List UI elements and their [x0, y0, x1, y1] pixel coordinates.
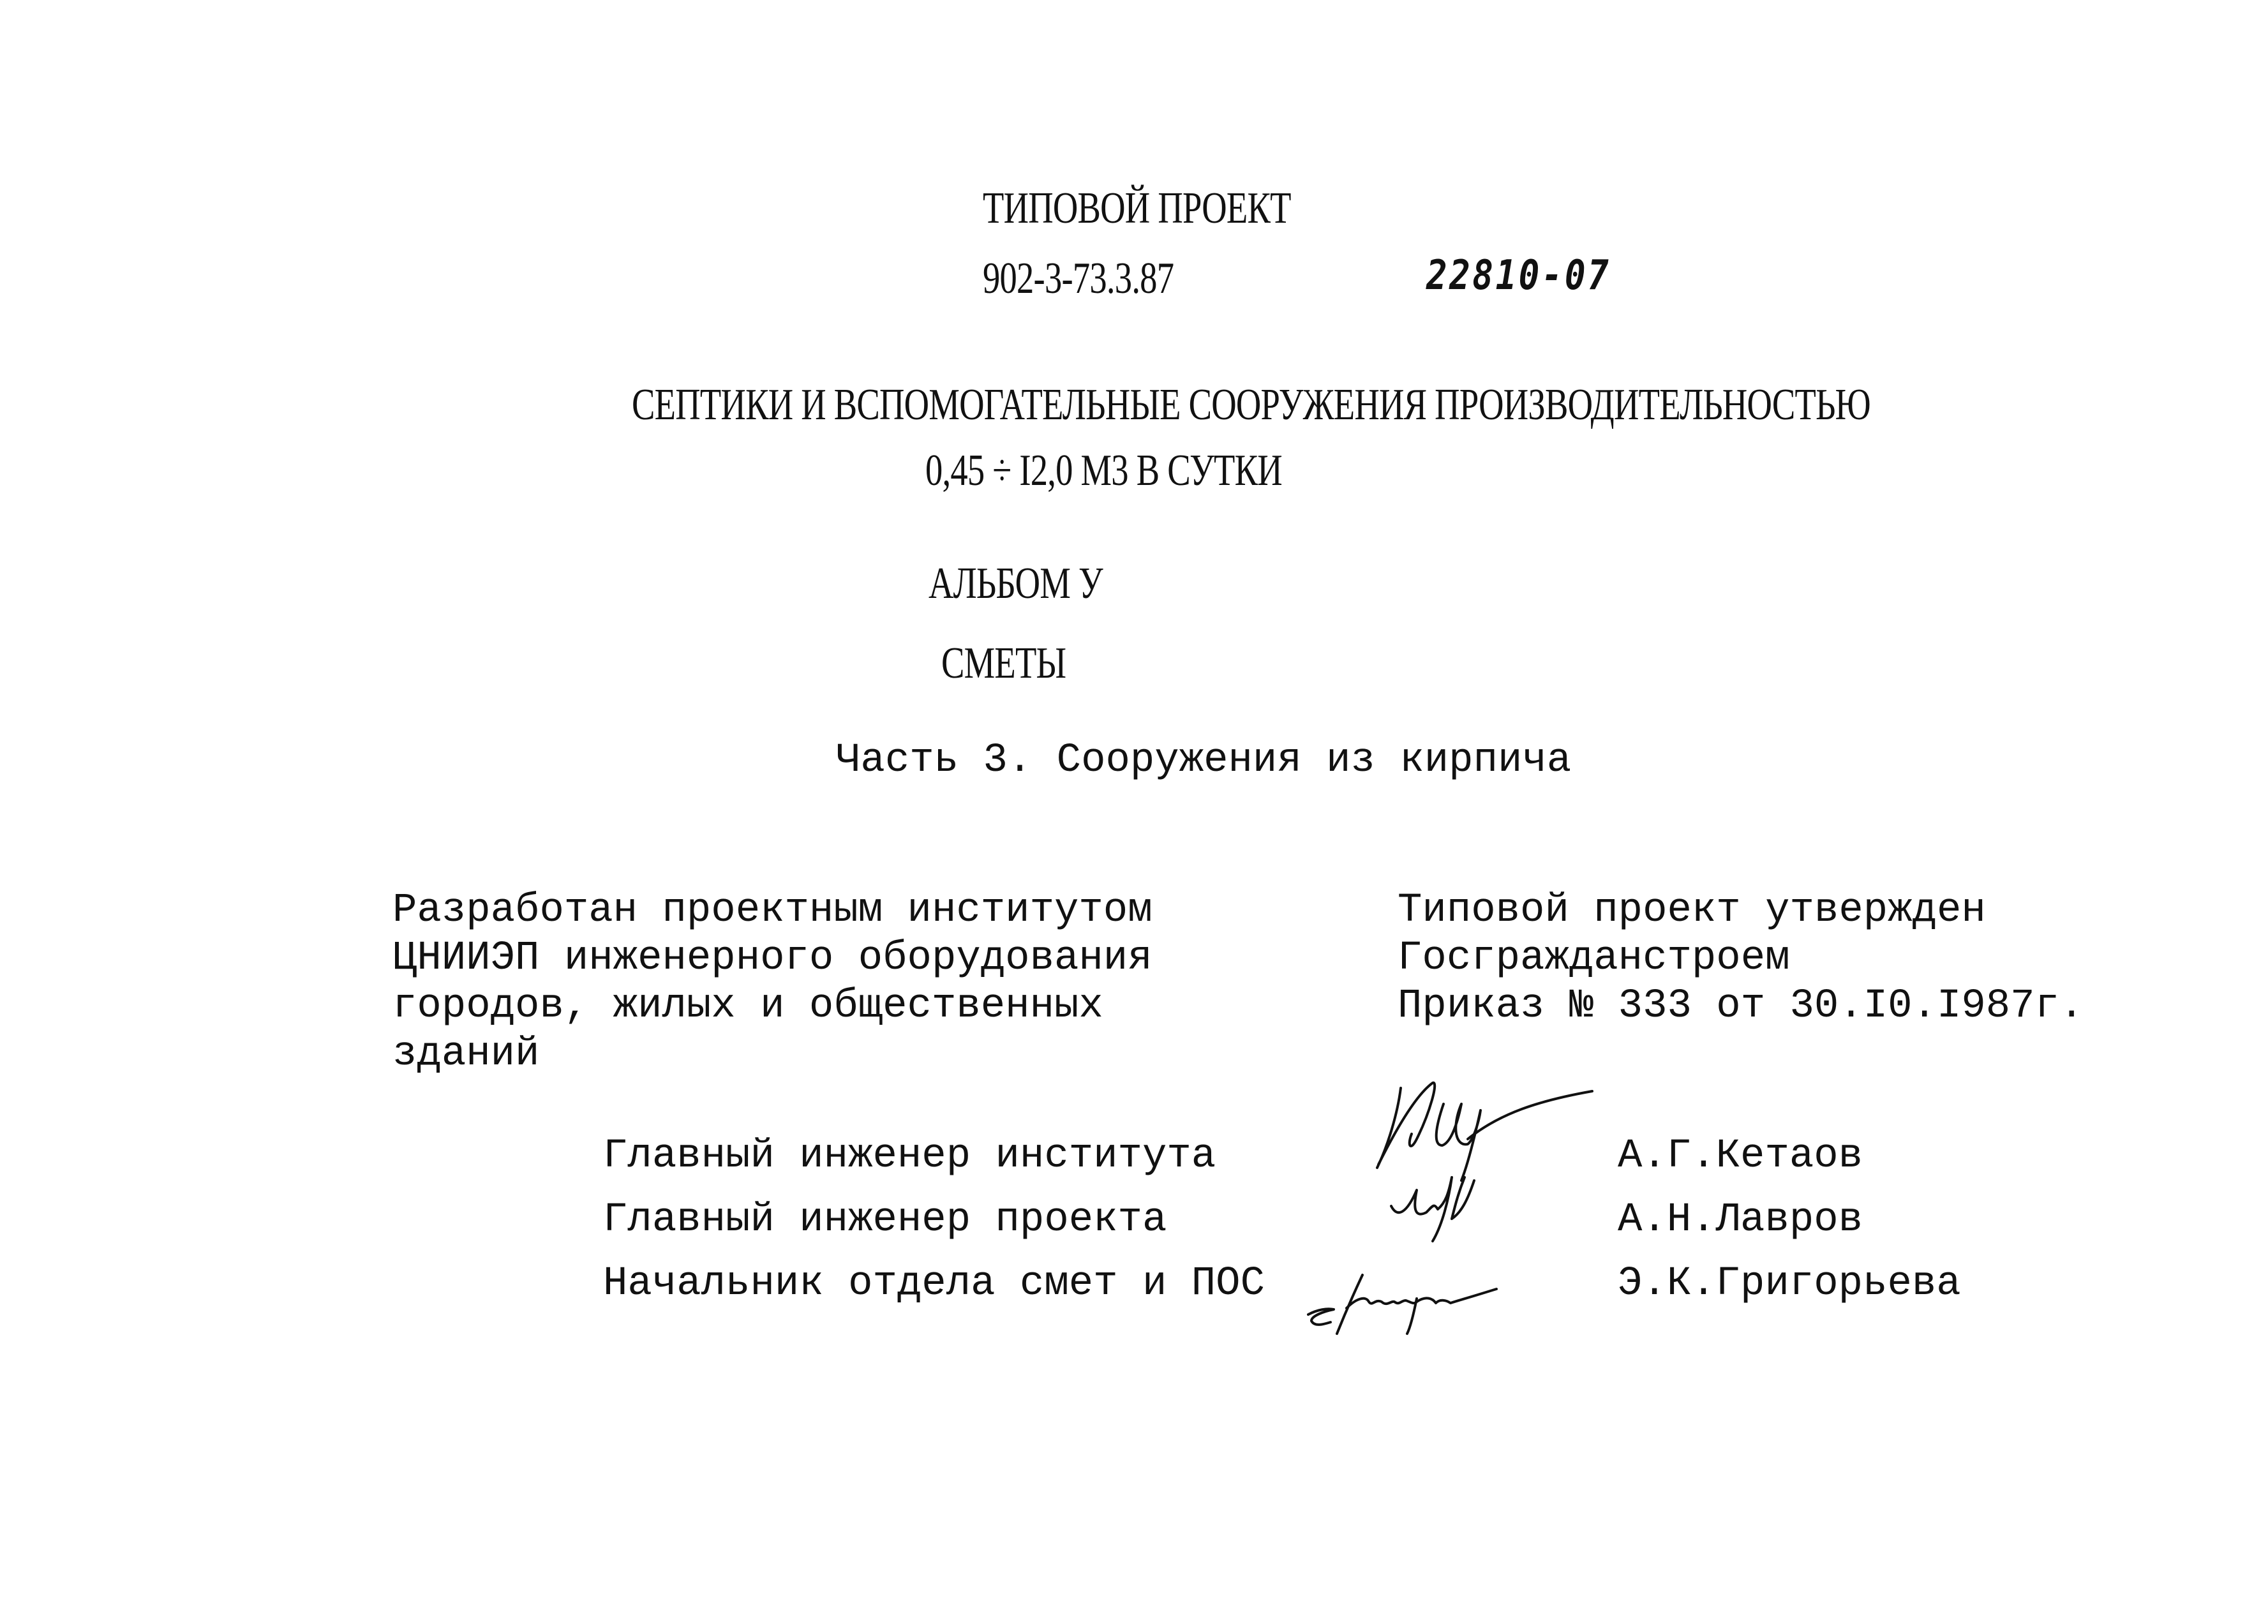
- developer-line: ЦНИИЭП инженерного оборудования: [392, 935, 1153, 981]
- approval-line: Типовой проект утвержден: [1398, 888, 1986, 934]
- developer-line: Разработан проектным институтом: [392, 888, 1153, 934]
- signatory-name: А.Н.Лавров: [1618, 1197, 1863, 1243]
- document-type-title: ТИПОВОЙ ПРОЕКТ: [983, 184, 1291, 233]
- signature-ketaov-icon: [1372, 1075, 1595, 1184]
- developer-line: городов, жилых и общественных: [392, 983, 1103, 1029]
- approval-line: Приказ № 333 от 30.I0.I987г.: [1398, 983, 2084, 1029]
- signatory-position: Главный инженер института: [603, 1133, 1216, 1179]
- signatory-position: Главный инженер проекта: [603, 1197, 1167, 1243]
- signatory-name: Э.К.Григорьева: [1618, 1261, 1961, 1307]
- section-title: СМЕТЫ: [941, 639, 1066, 688]
- part-title: Часть 3. Сооружения из кирпича: [836, 738, 1572, 784]
- project-code: 902-3-73.3.87: [983, 254, 1174, 303]
- developer-line: зданий: [392, 1031, 540, 1077]
- subject-title-line1: СЕПТИКИ И ВСПОМОГАТЕЛЬНЫЕ СООРУЖЕНИЯ ПРОИЗВОДИТЕЛЬНОСТЬЮ: [632, 380, 1870, 429]
- inventory-stamp: 22810-07: [1426, 252, 1611, 299]
- album-label: АЛЬБОМ У: [929, 559, 1103, 608]
- subject-title-line2: 0,45 ÷ I2,0 М3 В СУТКИ: [925, 446, 1282, 495]
- approval-line: Госгражданстроем: [1398, 935, 1790, 981]
- signatory-name: А.Г.Кетаов: [1618, 1133, 1863, 1179]
- signature-lavrov-icon: [1388, 1174, 1516, 1244]
- signatory-position: Начальник отдела смет и ПОС: [603, 1261, 1265, 1307]
- signature-grigorieva-icon: [1305, 1270, 1509, 1340]
